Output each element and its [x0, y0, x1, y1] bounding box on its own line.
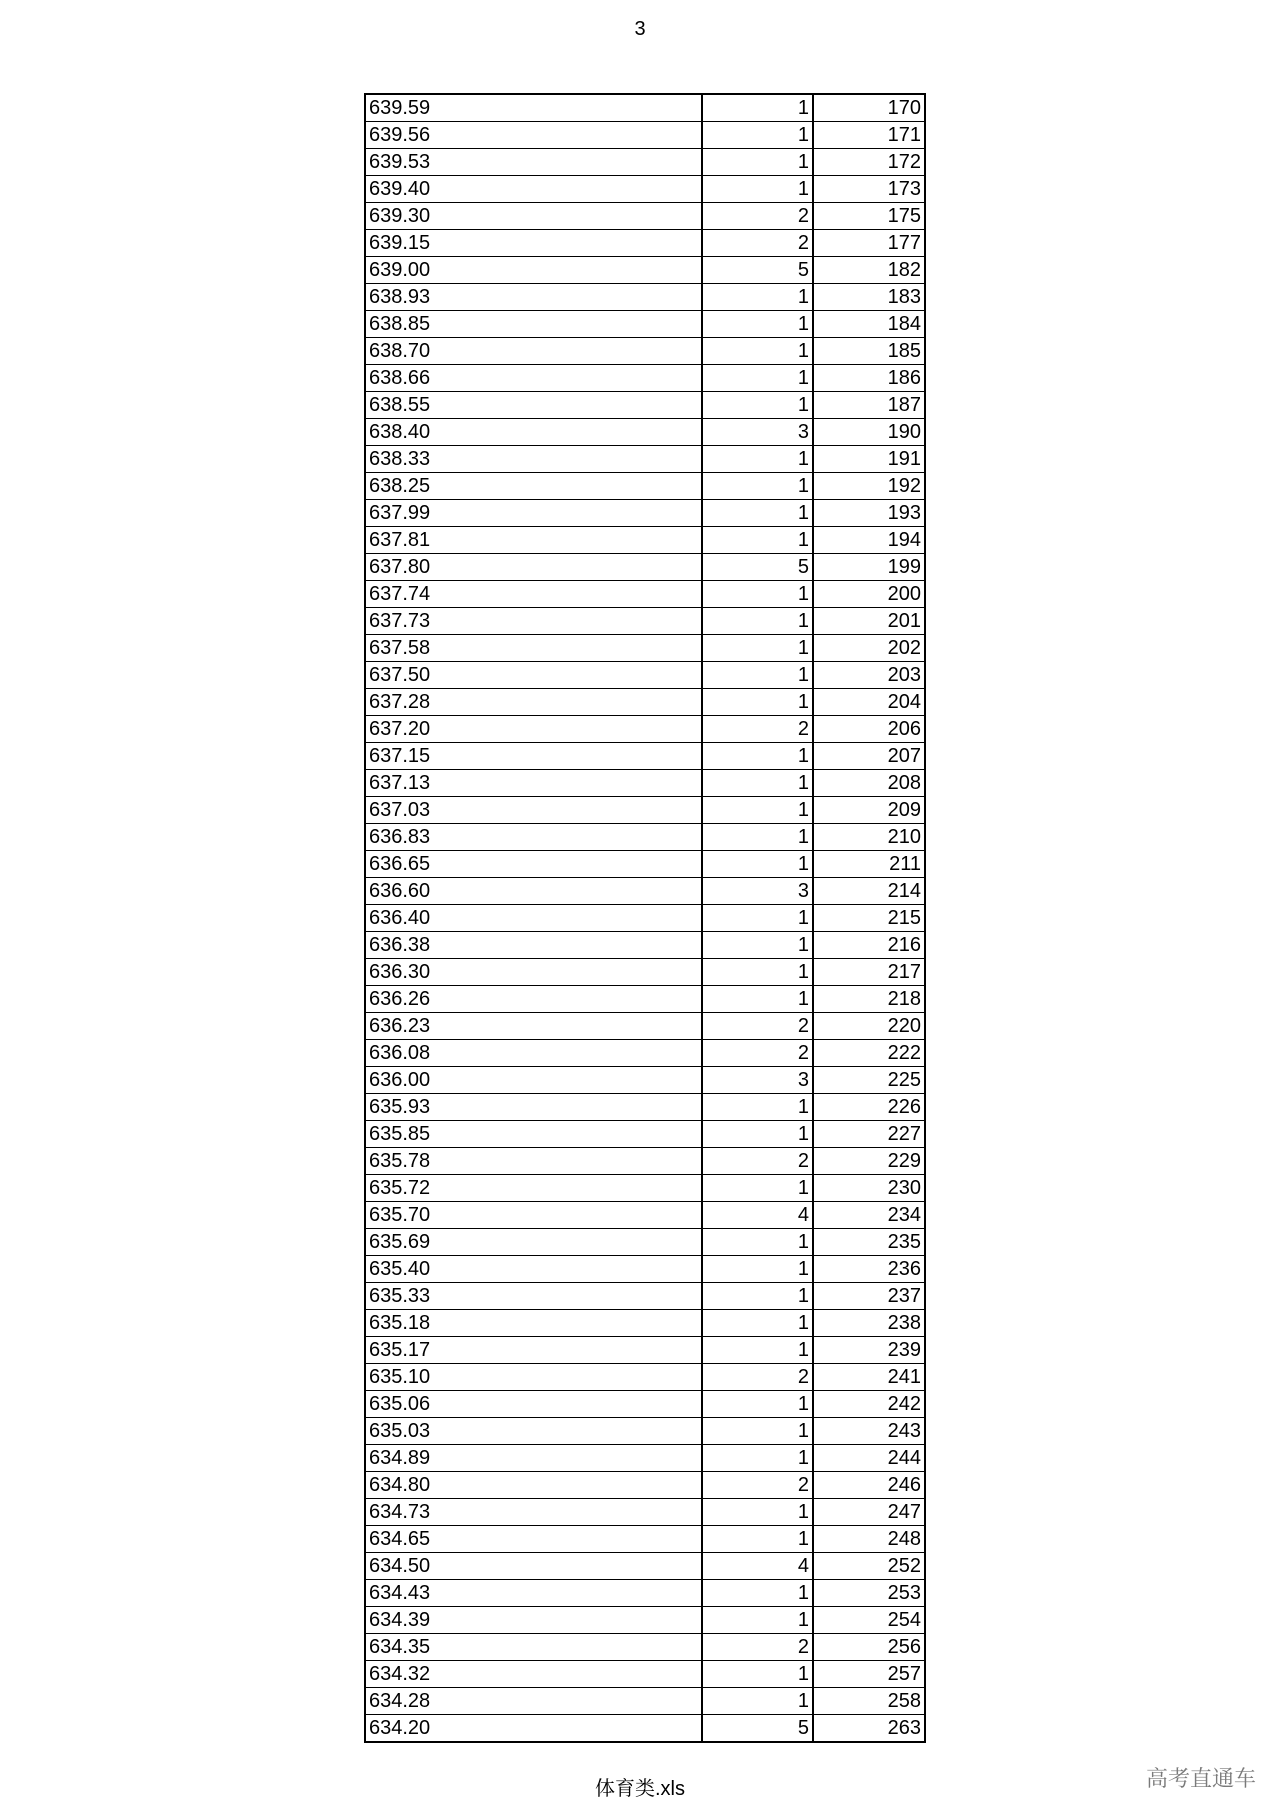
table-row [365, 824, 925, 851]
cumulative-cell: 230 [813, 1175, 925, 1202]
score-cell: 636.65 [365, 851, 702, 878]
cumulative-cell: 239 [813, 1337, 925, 1364]
count-cell: 1 [702, 392, 813, 419]
cumulative-cell: 227 [813, 1121, 925, 1148]
cumulative-cell: 236 [813, 1256, 925, 1283]
count-cell: 2 [702, 230, 813, 257]
count-cell: 1 [702, 1688, 813, 1715]
score-cell: 635.78 [365, 1148, 702, 1175]
table-row [365, 1121, 925, 1148]
count-cell: 1 [702, 581, 813, 608]
footer-filename: 体育类.xls [595, 1778, 685, 1800]
count-cell: 2 [702, 716, 813, 743]
count-cell: 1 [702, 1499, 813, 1526]
score-cell: 638.93 [365, 284, 702, 311]
table-row [365, 122, 925, 149]
count-cell: 1 [702, 851, 813, 878]
table-row [365, 689, 925, 716]
score-cell: 637.80 [365, 554, 702, 581]
cumulative-cell: 229 [813, 1148, 925, 1175]
table-row [365, 500, 925, 527]
count-cell: 1 [702, 1526, 813, 1553]
table-row [365, 473, 925, 500]
score-cell: 635.40 [365, 1256, 702, 1283]
cumulative-cell: 185 [813, 338, 925, 365]
cumulative-cell: 183 [813, 284, 925, 311]
count-cell: 1 [702, 1337, 813, 1364]
table-body [365, 94, 925, 1742]
page-number: 3 [634, 18, 646, 40]
score-cell: 637.99 [365, 500, 702, 527]
score-cell: 634.80 [365, 1472, 702, 1499]
score-cell: 634.32 [365, 1661, 702, 1688]
cumulative-cell: 206 [813, 716, 925, 743]
count-cell: 1 [702, 905, 813, 932]
cumulative-cell: 184 [813, 311, 925, 338]
table-row [365, 176, 925, 203]
score-cell: 634.35 [365, 1634, 702, 1661]
table-row [365, 1283, 925, 1310]
score-cell: 637.15 [365, 743, 702, 770]
score-cell: 639.59 [365, 94, 702, 122]
cumulative-cell: 171 [813, 122, 925, 149]
score-cell: 639.53 [365, 149, 702, 176]
score-cell: 637.81 [365, 527, 702, 554]
cumulative-cell: 242 [813, 1391, 925, 1418]
table-row [365, 635, 925, 662]
count-cell: 1 [702, 959, 813, 986]
count-cell: 1 [702, 1121, 813, 1148]
table-row [365, 1013, 925, 1040]
score-cell: 634.65 [365, 1526, 702, 1553]
score-cell: 636.38 [365, 932, 702, 959]
cumulative-cell: 172 [813, 149, 925, 176]
table-row [365, 1067, 925, 1094]
count-cell: 1 [702, 824, 813, 851]
cumulative-cell: 182 [813, 257, 925, 284]
cumulative-cell: 235 [813, 1229, 925, 1256]
count-cell: 2 [702, 1364, 813, 1391]
cumulative-cell: 175 [813, 203, 925, 230]
cumulative-cell: 234 [813, 1202, 925, 1229]
table-row [365, 878, 925, 905]
count-cell: 1 [702, 149, 813, 176]
cumulative-cell: 200 [813, 581, 925, 608]
table-row [365, 1175, 925, 1202]
score-cell: 639.15 [365, 230, 702, 257]
cumulative-cell: 191 [813, 446, 925, 473]
table-row [365, 554, 925, 581]
cumulative-cell: 253 [813, 1580, 925, 1607]
count-cell: 5 [702, 554, 813, 581]
table-row [365, 1715, 925, 1743]
table-row [365, 662, 925, 689]
score-cell: 636.83 [365, 824, 702, 851]
count-cell: 1 [702, 284, 813, 311]
table-row [365, 608, 925, 635]
table-row [365, 1499, 925, 1526]
cumulative-cell: 215 [813, 905, 925, 932]
count-cell: 1 [702, 1661, 813, 1688]
count-cell: 2 [702, 1634, 813, 1661]
score-cell: 635.85 [365, 1121, 702, 1148]
table-row [365, 905, 925, 932]
cumulative-cell: 248 [813, 1526, 925, 1553]
count-cell: 2 [702, 1013, 813, 1040]
score-cell: 634.89 [365, 1445, 702, 1472]
cumulative-cell: 216 [813, 932, 925, 959]
count-cell: 1 [702, 932, 813, 959]
table-row [365, 284, 925, 311]
cumulative-cell: 246 [813, 1472, 925, 1499]
score-cell: 636.08 [365, 1040, 702, 1067]
score-cell: 635.10 [365, 1364, 702, 1391]
count-cell: 3 [702, 878, 813, 905]
score-cell: 637.20 [365, 716, 702, 743]
table-row [365, 851, 925, 878]
table-row [365, 230, 925, 257]
score-cell: 636.30 [365, 959, 702, 986]
score-cell: 636.00 [365, 1067, 702, 1094]
score-cell: 634.39 [365, 1607, 702, 1634]
table-row [365, 1337, 925, 1364]
table-row [365, 716, 925, 743]
score-cell: 635.06 [365, 1391, 702, 1418]
score-cell: 638.55 [365, 392, 702, 419]
count-cell: 1 [702, 1391, 813, 1418]
score-cell: 638.40 [365, 419, 702, 446]
count-cell: 1 [702, 1256, 813, 1283]
table-row [365, 797, 925, 824]
cumulative-cell: 238 [813, 1310, 925, 1337]
table-row [365, 311, 925, 338]
score-cell: 635.33 [365, 1283, 702, 1310]
table-row [365, 446, 925, 473]
score-cell: 639.30 [365, 203, 702, 230]
cumulative-cell: 187 [813, 392, 925, 419]
cumulative-cell: 208 [813, 770, 925, 797]
score-cell: 637.13 [365, 770, 702, 797]
count-cell: 1 [702, 797, 813, 824]
score-cell: 639.00 [365, 257, 702, 284]
count-cell: 5 [702, 257, 813, 284]
cumulative-cell: 204 [813, 689, 925, 716]
score-cell: 638.33 [365, 446, 702, 473]
score-cell: 638.25 [365, 473, 702, 500]
count-cell: 1 [702, 1229, 813, 1256]
cumulative-cell: 193 [813, 500, 925, 527]
count-cell: 1 [702, 1580, 813, 1607]
cumulative-cell: 218 [813, 986, 925, 1013]
table-row [365, 527, 925, 554]
table-row [365, 1310, 925, 1337]
count-cell: 1 [702, 770, 813, 797]
cumulative-cell: 203 [813, 662, 925, 689]
table-row [365, 149, 925, 176]
count-cell: 2 [702, 1040, 813, 1067]
count-cell: 2 [702, 203, 813, 230]
count-cell: 1 [702, 122, 813, 149]
table-row [365, 257, 925, 284]
score-cell: 639.56 [365, 122, 702, 149]
count-cell: 1 [702, 1283, 813, 1310]
cumulative-cell: 194 [813, 527, 925, 554]
table-row [365, 1256, 925, 1283]
score-cell: 636.40 [365, 905, 702, 932]
count-cell: 2 [702, 1148, 813, 1175]
score-cell: 637.03 [365, 797, 702, 824]
table-row [365, 392, 925, 419]
table-row [365, 1661, 925, 1688]
score-cell: 634.43 [365, 1580, 702, 1607]
cumulative-cell: 201 [813, 608, 925, 635]
cumulative-cell: 177 [813, 230, 925, 257]
cumulative-cell: 263 [813, 1715, 925, 1743]
count-cell: 1 [702, 527, 813, 554]
table-row [365, 1607, 925, 1634]
count-cell: 4 [702, 1202, 813, 1229]
score-cell: 635.72 [365, 1175, 702, 1202]
score-cell: 634.20 [365, 1715, 702, 1743]
cumulative-cell: 192 [813, 473, 925, 500]
count-cell: 1 [702, 689, 813, 716]
count-cell: 1 [702, 365, 813, 392]
score-cell: 637.74 [365, 581, 702, 608]
table-row [365, 1364, 925, 1391]
cumulative-cell: 258 [813, 1688, 925, 1715]
table-row [365, 94, 925, 122]
score-cell: 634.73 [365, 1499, 702, 1526]
count-cell: 1 [702, 662, 813, 689]
score-cell: 635.18 [365, 1310, 702, 1337]
cumulative-cell: 207 [813, 743, 925, 770]
table-row [365, 1688, 925, 1715]
cumulative-cell: 252 [813, 1553, 925, 1580]
count-cell: 3 [702, 1067, 813, 1094]
table-row [365, 1526, 925, 1553]
cumulative-cell: 209 [813, 797, 925, 824]
score-cell: 636.23 [365, 1013, 702, 1040]
table-row [365, 743, 925, 770]
table-row [365, 1040, 925, 1067]
score-cell: 637.28 [365, 689, 702, 716]
count-cell: 1 [702, 446, 813, 473]
count-cell: 1 [702, 473, 813, 500]
score-cell: 635.03 [365, 1418, 702, 1445]
cumulative-cell: 170 [813, 94, 925, 122]
count-cell: 1 [702, 635, 813, 662]
cumulative-cell: 211 [813, 851, 925, 878]
table-row [365, 1391, 925, 1418]
count-cell: 1 [702, 94, 813, 122]
score-table [364, 93, 926, 1743]
count-cell: 1 [702, 1175, 813, 1202]
count-cell: 1 [702, 1445, 813, 1472]
cumulative-cell: 254 [813, 1607, 925, 1634]
score-cell: 639.40 [365, 176, 702, 203]
count-cell: 3 [702, 419, 813, 446]
score-cell: 637.73 [365, 608, 702, 635]
cumulative-cell: 220 [813, 1013, 925, 1040]
cumulative-cell: 244 [813, 1445, 925, 1472]
count-cell: 1 [702, 743, 813, 770]
count-cell: 2 [702, 1472, 813, 1499]
count-cell: 1 [702, 608, 813, 635]
count-cell: 1 [702, 311, 813, 338]
cumulative-cell: 247 [813, 1499, 925, 1526]
cumulative-cell: 199 [813, 554, 925, 581]
count-cell: 1 [702, 500, 813, 527]
table-row [365, 1472, 925, 1499]
table-row [365, 932, 925, 959]
table-row [365, 419, 925, 446]
table-row [365, 1418, 925, 1445]
cumulative-cell: 241 [813, 1364, 925, 1391]
count-cell: 1 [702, 1418, 813, 1445]
cumulative-cell: 190 [813, 419, 925, 446]
cumulative-cell: 256 [813, 1634, 925, 1661]
table-row [365, 1148, 925, 1175]
score-cell: 635.17 [365, 1337, 702, 1364]
count-cell: 4 [702, 1553, 813, 1580]
score-cell: 638.70 [365, 338, 702, 365]
score-cell: 635.70 [365, 1202, 702, 1229]
count-cell: 1 [702, 1607, 813, 1634]
score-cell: 634.50 [365, 1553, 702, 1580]
score-cell: 635.93 [365, 1094, 702, 1121]
table-row [365, 1202, 925, 1229]
cumulative-cell: 210 [813, 824, 925, 851]
score-cell: 635.69 [365, 1229, 702, 1256]
count-cell: 1 [702, 1310, 813, 1337]
count-cell: 1 [702, 338, 813, 365]
cumulative-cell: 186 [813, 365, 925, 392]
score-cell: 637.58 [365, 635, 702, 662]
cumulative-cell: 217 [813, 959, 925, 986]
cumulative-cell: 226 [813, 1094, 925, 1121]
table-row [365, 203, 925, 230]
table-row [365, 365, 925, 392]
cumulative-cell: 257 [813, 1661, 925, 1688]
cumulative-cell: 243 [813, 1418, 925, 1445]
score-cell: 636.60 [365, 878, 702, 905]
table-row [365, 338, 925, 365]
score-cell: 638.85 [365, 311, 702, 338]
cumulative-cell: 173 [813, 176, 925, 203]
cumulative-cell: 237 [813, 1283, 925, 1310]
cumulative-cell: 225 [813, 1067, 925, 1094]
table-row [365, 986, 925, 1013]
count-cell: 5 [702, 1715, 813, 1743]
table-row [365, 959, 925, 986]
cumulative-cell: 214 [813, 878, 925, 905]
table-row [365, 1445, 925, 1472]
score-cell: 637.50 [365, 662, 702, 689]
table-row [365, 1580, 925, 1607]
score-cell: 638.66 [365, 365, 702, 392]
cumulative-cell: 222 [813, 1040, 925, 1067]
table-row [365, 1229, 925, 1256]
table-row [365, 770, 925, 797]
score-cell: 636.26 [365, 986, 702, 1013]
table-row [365, 1094, 925, 1121]
count-cell: 1 [702, 1094, 813, 1121]
score-cell: 634.28 [365, 1688, 702, 1715]
count-cell: 1 [702, 176, 813, 203]
count-cell: 1 [702, 986, 813, 1013]
table-row [365, 1553, 925, 1580]
table-row [365, 581, 925, 608]
watermark-logo-text: 高考直通车 [1146, 1766, 1257, 1791]
cumulative-cell: 202 [813, 635, 925, 662]
table-row [365, 1634, 925, 1661]
